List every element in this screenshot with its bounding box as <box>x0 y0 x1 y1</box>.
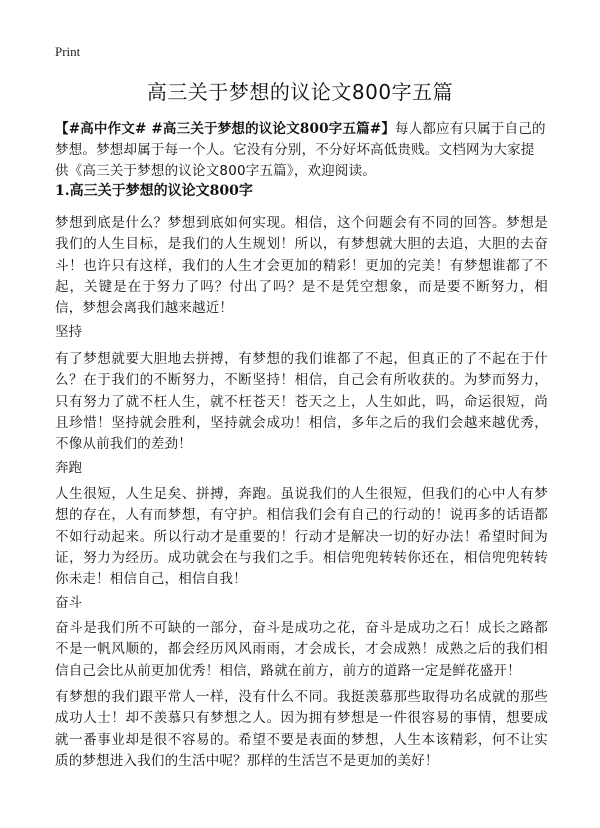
body-paragraph: 有了梦想就要大胆地去拼搏，有梦想的我们谁都了不起，但真正的了不起在于什么？在于我们的不断努力，不断坚持！相信，自己会有所收获的。为梦而努力，只有努力了就不枉人生，就不枉苍天！苍天之上，人生如此，吗，命运很短，尚且珍惜！坚持就会胜利，坚持就会成功！相信，多年之后的我们会越来越优秀，不像从前我们的差劲！ <box>55 351 548 453</box>
subheading-striving: 奋斗 <box>55 595 82 611</box>
section-heading: 1.高三关于梦想的议论文800字 <box>55 183 253 199</box>
body-paragraph: 奋斗是我们所不可缺的一部分，奋斗是成功之花，奋斗是成功之石！成长之路都不是一帆风顺的，都会经历风风雨雨，才会成长，才会成熟！成熟之后的我们相信自己会比从前更加优秀！相信，路就在前方，前方的道路一定是鲜花盛开！ <box>55 620 548 679</box>
subheading-running: 奔跑 <box>55 460 82 476</box>
body-paragraph: 梦想到底是什么？梦想到底如何实现。相信，这个问题会有不同的回答。梦想是我们的人生目标，是我们的人生规划！所以，有梦想就大胆的去追，大胆的去奋斗！也许只有这样，我们的人生才会更加的精彩！更加的完美！有梦想谁都了不起，关键是在于努力了吗？付出了吗？是不是凭空想象，而是要不断努力，相信，梦想会离我们越来越近！ <box>55 215 548 317</box>
intro-text: 每人都应有只属于自己的梦想。梦想却属于每一个人。它没有分别，不分好坏高低贵贱。文档网为大家提供《高三关于梦想的议论文800字五篇》，欢迎阅读。 <box>55 121 546 179</box>
body-paragraph: 有梦想的我们跟平常人一样，没有什么不同。我挺羡慕那些取得功名成就的那些成功人士！却不羡慕只有梦想之人。因为拥有梦想是一件很容易的事情，想要成就一番事业却是很不容易的。希望不要是表面的梦想，人生本该精彩，何不让实质的梦想进入我们的生活中呢？那样的生活岂不是更加的美好！ <box>55 689 548 769</box>
document-title: 高三关于梦想的议论文800字五篇 <box>146 80 454 104</box>
intro-paragraph <box>55 119 548 182</box>
print-label: Print <box>55 44 81 59</box>
body-paragraph: 人生很短，人生足矣、拼搏，奔跑。虽说我们的人生很短，但我们的心中人有梦想的存在，人有而梦想，有守护。相信我们会有自己的行动的！说再多的话语都不如行动起来。所以行动才是重要的！行动才是解决一切的好办法！希望时间为证，努力为经历。成功就会在与我们之手。相信兜兜转转你还在，相信兜兜转转你未走！相信自己，相信自我！ <box>55 486 548 588</box>
intro-tag: 【#高中作文# #高三关于梦想的议论文800字五篇#】 <box>55 121 396 137</box>
subheading-persistence: 坚持 <box>55 324 82 340</box>
